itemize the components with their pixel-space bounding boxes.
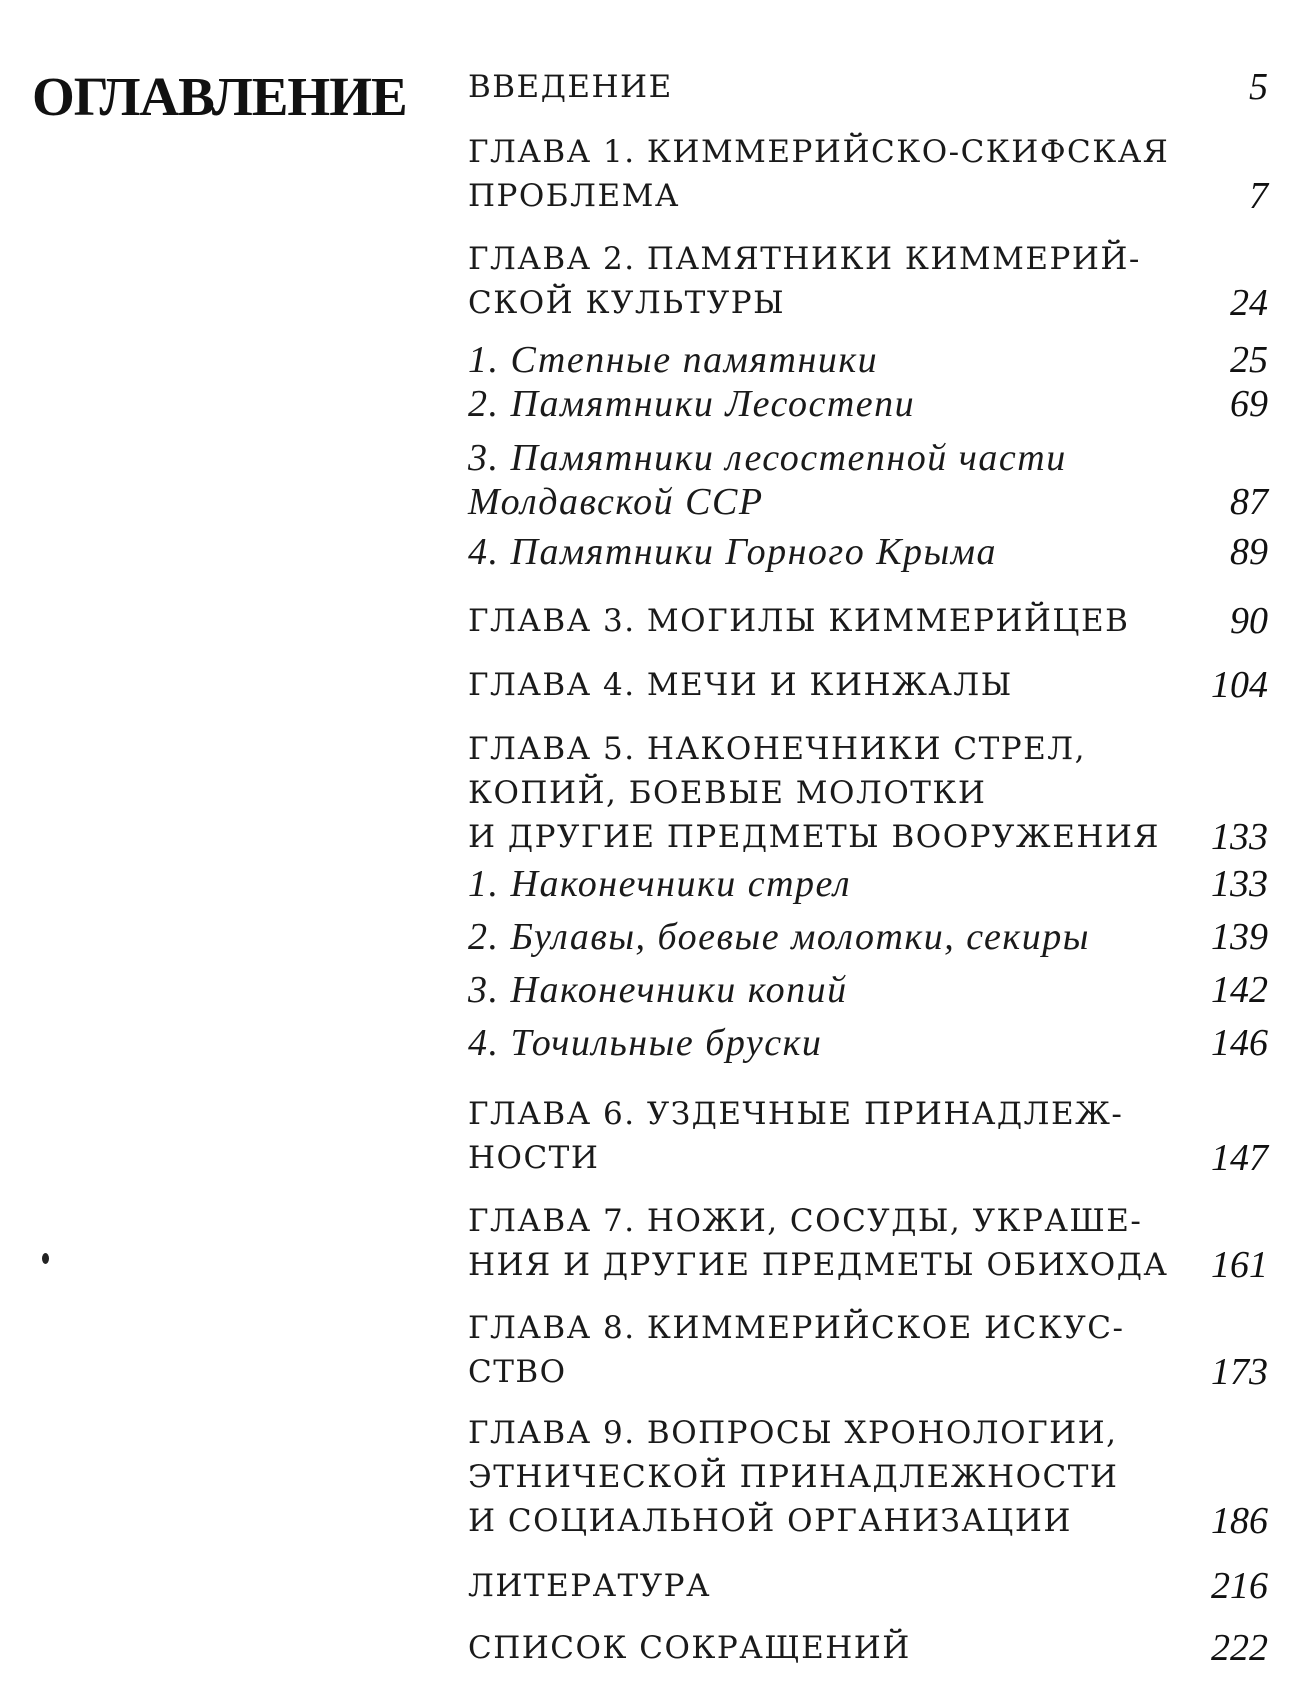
toc-entry-title-line: НОСТИ <box>468 1140 600 1176</box>
toc-entry-title-line: 4. Точильные бруски <box>468 1022 823 1064</box>
toc-page-number: 216 <box>1211 1565 1268 1607</box>
toc-entry-title-line: ПРОБЛЕМА <box>468 178 680 214</box>
toc-entry-title-line: 1. Наконечники стрел <box>468 863 852 905</box>
toc-entry-title-line: 3. Наконечники копий <box>468 969 848 1011</box>
toc-entry-title-line: И ДРУГИЕ ПРЕДМЕТЫ ВООРУЖЕНИЯ <box>468 819 1160 855</box>
toc-entry-title-line: ГЛАВА 7. НОЖИ, СОСУДЫ, УКРАШЕ- <box>468 1203 1143 1239</box>
toc-chapter-entry <box>468 130 1268 218</box>
toc-page-number: 142 <box>1211 969 1268 1011</box>
scan-speck <box>42 1253 49 1264</box>
toc-page-number: 133 <box>1211 816 1268 858</box>
toc-page-number: 161 <box>1211 1244 1268 1286</box>
toc-section-entry <box>468 968 1268 1012</box>
toc-entry-title-line: СКОЙ КУЛЬТУРЫ <box>468 285 786 321</box>
toc-entry-title-line: ВВЕДЕНИЕ <box>468 69 673 105</box>
toc-chapter-entry <box>468 663 1268 707</box>
toc-entry-title-line: ГЛАВА 4. МЕЧИ И КИНЖАЛЫ <box>468 667 1013 703</box>
toc-chapter-entry <box>468 599 1268 643</box>
toc-entry-title-line: 1. Степные памятники <box>468 339 879 381</box>
toc-entry-title-line: 2. Памятники Лесостепи <box>468 383 916 425</box>
toc-entry-title-line: ГЛАВА 9. ВОПРОСЫ ХРОНОЛОГИИ, <box>468 1415 1118 1451</box>
toc-page-number: 147 <box>1211 1137 1268 1179</box>
toc-section-entry <box>468 436 1268 524</box>
toc-entry-title-line: ГЛАВА 1. КИММЕРИЙСКО-СКИФСКАЯ <box>468 134 1170 170</box>
toc-section-entry <box>468 382 1268 426</box>
toc-entry-title-line: КОПИЙ, БОЕВЫЕ МОЛОТКИ <box>468 775 987 811</box>
toc-chapter-entry <box>468 1626 1268 1670</box>
toc-entry-title-line: СПИСОК СОКРАЩЕНИЙ <box>468 1630 911 1666</box>
toc-chapter-entry <box>468 727 1268 859</box>
toc-page-number: 139 <box>1211 916 1268 958</box>
toc-page-number: 89 <box>1230 531 1268 573</box>
toc-entry-title-line: 4. Памятники Горного Крыма <box>468 531 997 573</box>
toc-entry-title-line: ГЛАВА 3. МОГИЛЫ КИММЕРИЙЦЕВ <box>468 603 1130 639</box>
toc-page-number: 90 <box>1230 600 1268 642</box>
toc-section-entry <box>468 530 1268 574</box>
toc-entry-title-line: ЭТНИЧЕСКОЙ ПРИНАДЛЕЖНОСТИ <box>468 1459 1119 1495</box>
toc-entry-title-line: И СОЦИАЛЬНОЙ ОРГАНИЗАЦИИ <box>468 1503 1072 1539</box>
toc-entry-title-line: ЛИТЕРАТУРА <box>468 1568 711 1604</box>
toc-section-entry <box>468 338 1268 382</box>
toc-entry-title-line: ГЛАВА 8. КИММЕРИЙСКОЕ ИСКУС- <box>468 1310 1125 1346</box>
toc-entry-title-line: ГЛАВА 5. НАКОНЕЧНИКИ СТРЕЛ, <box>468 731 1087 767</box>
toc-chapter-entry <box>468 1411 1268 1543</box>
toc-page-number: 5 <box>1249 66 1268 108</box>
toc-entry-title-line: СТВО <box>468 1354 567 1390</box>
toc-page-number: 133 <box>1211 863 1268 905</box>
toc-chapter-entry <box>468 65 1268 109</box>
toc-entry-title-line: 2. Булавы, боевые молотки, секиры <box>468 916 1090 958</box>
toc-page-number: 25 <box>1230 339 1268 381</box>
toc-entry-title-line: Молдавской ССР <box>468 481 764 523</box>
toc-page-number: 24 <box>1230 282 1268 324</box>
toc-section-entry <box>468 915 1268 959</box>
toc-page-number: 173 <box>1211 1351 1268 1393</box>
toc-entry-title-line: ГЛАВА 6. УЗДЕЧНЫЕ ПРИНАДЛЕЖ- <box>468 1096 1124 1132</box>
toc-page-number: 69 <box>1230 383 1268 425</box>
toc-chapter-entry <box>468 1564 1268 1608</box>
toc-page-number: 104 <box>1211 664 1268 706</box>
toc-page-number: 186 <box>1211 1500 1268 1542</box>
toc-chapter-entry <box>468 1092 1268 1180</box>
toc-page-number: 146 <box>1211 1022 1268 1064</box>
toc-page-number: 7 <box>1249 175 1268 217</box>
toc-chapter-entry <box>468 1306 1268 1394</box>
toc-page-number: 87 <box>1230 481 1268 523</box>
toc-chapter-entry <box>468 237 1268 325</box>
toc-section-entry <box>468 862 1268 906</box>
toc-page-number: 222 <box>1211 1627 1268 1669</box>
page-title: ОГЛАВЛЕНИЕ <box>32 66 407 127</box>
toc-entry-title-line: 3. Памятники лесостепной части <box>468 437 1067 479</box>
toc-entry-title-line: ГЛАВА 2. ПАМЯТНИКИ КИММЕРИЙ- <box>468 241 1141 277</box>
toc-section-entry <box>468 1021 1268 1065</box>
toc-entry-title-line: НИЯ И ДРУГИЕ ПРЕДМЕТЫ ОБИХОДА <box>468 1247 1169 1283</box>
toc-chapter-entry <box>468 1199 1268 1287</box>
